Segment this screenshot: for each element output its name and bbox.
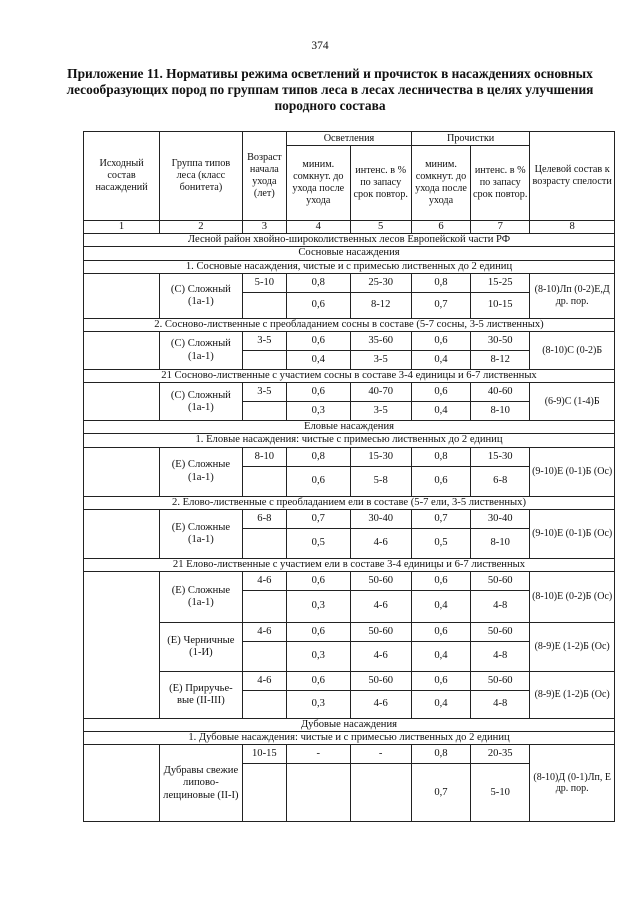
cell-empty [242,292,286,318]
section-oak: Дубовые насаждения [84,719,615,732]
cell-initial-composition [84,745,160,822]
cell-empty [242,351,286,370]
subsection-pine-2: 2. Сосново-лиственные с преобладанием сосны в составе (5-7 сосны, 3-5 лиственных) [84,318,615,331]
cell-forest-group: (Е) Приручье-вые (II-III) [160,672,243,719]
document-title: Приложение 11. Нормативы режима осветлений и прочисток в насаждениях основных лесообразующих пород по группам типов леса в лесах лесничества в целях улучшения породного состава [66,66,594,113]
cell-empty [242,528,286,558]
section-pine: Сосновые насаждения [84,247,615,260]
cell-initial-composition [84,447,160,496]
col-number: 3 [242,221,286,234]
cell-empty [242,402,286,421]
cell-value: 0,8 [287,447,350,466]
cell-empty [242,466,286,496]
cell-value: 50-60 [350,572,411,591]
subsection-oak-1: 1. Дубовые насаждения: чистые и с примесью лиственных до 2 единиц [84,732,615,745]
cell-value: 8-10 [471,528,530,558]
cell-age: 3-5 [242,332,286,351]
cell-value: 50-60 [471,572,530,591]
cell-value: 0,7 [411,764,470,822]
subsection-spruce-3: 21 Елово-лиственные с участием ели в составе 3-4 единицы и 6-7 лиственных [84,558,615,571]
cell-age: 6-8 [242,509,286,528]
header-min-density-osv: миним. сомкнут. до ухода после ухода [287,146,350,221]
cell-value: 0,7 [411,509,470,528]
cell-value: 50-60 [350,623,411,642]
subsection-spruce-1: 1. Еловые насаждения: чистые с примесью лиственных до 2 единиц [84,434,615,447]
cell-value: 4-8 [471,691,530,719]
cell-target: (8-9)Е (1-2)Б (Ос) [530,672,615,719]
cell-value: 50-60 [350,672,411,691]
cell-value: 0,6 [287,383,350,402]
cell-value: - [350,745,411,764]
cell-target: (8-10)С (0-2)Б [530,332,615,370]
col-number: 4 [287,221,350,234]
cell-value: 4-6 [350,691,411,719]
cell-initial-composition [84,273,160,318]
cell-value: 0,5 [287,528,350,558]
cell-target: (9-10)Е (0-1)Б (Ос) [530,509,615,558]
cell-target: (8-10)Лп (0-2)Е,Д др. пор. [530,273,615,318]
cell-target: (8-10)Е (0-2)Б (Ос) [530,572,615,623]
cell-value: 0,6 [411,383,470,402]
cell-value: 15-30 [350,447,411,466]
cell-value: 0,3 [287,402,350,421]
cell-value: 3-5 [350,402,411,421]
cell-value: 50-60 [471,672,530,691]
cell-value: 8-12 [350,292,411,318]
cell-value: 0,6 [411,572,470,591]
cell-value: 5-10 [471,764,530,822]
cell-value: 6-8 [471,466,530,496]
page-number: 374 [311,40,329,52]
cell-value: 0,4 [411,351,470,370]
subsection-spruce-2: 2. Елово-лиственные с преобладанием ели в составе (5-7 ели, 3-5 лиственных) [84,496,615,509]
cell-value: 0,6 [411,623,470,642]
cell-value: 0,8 [411,273,470,292]
cell-value: 0,3 [287,591,350,623]
col-number: 6 [411,221,470,234]
cell-value: 0,3 [287,691,350,719]
header-min-density-proch: миним. сомкнут. до ухода после ухода [411,146,470,221]
cell-value: 40-70 [350,383,411,402]
cell-value: 0,8 [411,447,470,466]
header-initial-composition: Исходный состав насаждений [84,132,160,221]
header-start-age: Возраст начала ухода (лет) [242,132,286,221]
col-number: 7 [471,221,530,234]
normatives-table [83,131,615,822]
cell-value: 0,6 [287,623,350,642]
cell-forest-group: (С) Сложный (1а-1) [160,273,243,318]
cell-value: 30-40 [471,509,530,528]
cell-value: 30-40 [350,509,411,528]
cell-value: 0,7 [287,509,350,528]
cell-empty [287,764,350,822]
cell-value: 8-10 [471,402,530,421]
section-spruce: Еловые насаждения [84,421,615,434]
cell-value: 0,4 [411,642,470,672]
cell-value: 5-8 [350,466,411,496]
cell-value: 0,6 [287,292,350,318]
cell-forest-group: (Е) Сложные (1а-1) [160,509,243,558]
cell-age: 8-10 [242,447,286,466]
cell-age: 3-5 [242,383,286,402]
cell-value: 0,6 [287,672,350,691]
header-osvetleniya: Осветления [287,132,412,146]
cell-initial-composition [84,572,160,719]
cell-value: 0,7 [411,292,470,318]
subsection-pine-3: 21 Сосново-лиственные с участием сосны в составе 3-4 единицы и 6-7 лиственных [84,370,615,383]
cell-value: 3-5 [350,351,411,370]
cell-value: 0,6 [411,466,470,496]
cell-value: 4-6 [350,528,411,558]
cell-age: 4-6 [242,623,286,642]
cell-value: 4-6 [350,642,411,672]
cell-value: 0,8 [287,273,350,292]
cell-age: 5-10 [242,273,286,292]
cell-forest-group: (Е) Сложные (1а-1) [160,447,243,496]
cell-value: 0,4 [411,402,470,421]
cell-value: 4-8 [471,642,530,672]
cell-empty [350,764,411,822]
header-intensity-proch: интенс. в % по запасу срок повтор. [471,146,530,221]
cell-forest-group: (Е) Сложные (1а-1) [160,572,243,623]
cell-value: 0,4 [411,691,470,719]
cell-age: 4-6 [242,572,286,591]
cell-value: 25-30 [350,273,411,292]
cell-empty [242,691,286,719]
subsection-pine-1: 1. Сосновые насаждения, чистые и с примесью лиственных до 2 единиц [84,260,615,273]
cell-target: (6-9)С (1-4)Б [530,383,615,421]
cell-value: 15-25 [471,273,530,292]
cell-value: 4-8 [471,591,530,623]
cell-value: 10-15 [471,292,530,318]
cell-value: 0,6 [411,332,470,351]
cell-value: 50-60 [471,623,530,642]
cell-target: (8-10)Д (0-1)Лп, Е др. пор. [530,745,615,822]
cell-value: 30-50 [471,332,530,351]
cell-value: 0,5 [411,528,470,558]
header-forest-type-group: Группа типов леса (класс бонитета) [160,132,243,221]
cell-value: 0,6 [287,332,350,351]
header-intensity-osv: интенс. в % по запасу срок повтор. [350,146,411,221]
cell-age: 4-6 [242,672,286,691]
cell-forest-group: (С) Сложный (1а-1) [160,332,243,370]
col-number: 2 [160,221,243,234]
cell-value: 4-6 [350,591,411,623]
cell-value: 0,8 [411,745,470,764]
cell-forest-group: (Е) Черничные (1-И) [160,623,243,672]
cell-value: 35-60 [350,332,411,351]
cell-target: (8-9)Е (1-2)Б (Ос) [530,623,615,672]
cell-initial-composition [84,383,160,421]
cell-value: 8-12 [471,351,530,370]
col-number: 1 [84,221,160,234]
cell-value: 15-30 [471,447,530,466]
cell-value: 0,6 [411,672,470,691]
cell-value: 40-60 [471,383,530,402]
cell-forest-group: Дубравы свежие липово-лещиновые (II-I) [160,745,243,822]
cell-value: 20-35 [471,745,530,764]
cell-value: 0,3 [287,642,350,672]
header-prochistki: Прочистки [411,132,529,146]
cell-value: - [287,745,350,764]
cell-value: 0,6 [287,572,350,591]
region-title: Лесной район хвойно-широколиственных лесов Европейской части РФ [84,234,615,247]
cell-initial-composition [84,509,160,558]
cell-value: 0,4 [411,591,470,623]
cell-age: 10-15 [242,745,286,764]
cell-empty [242,642,286,672]
cell-value: 0,6 [287,466,350,496]
cell-target: (9-10)Е (0-1)Б (Ос) [530,447,615,496]
cell-empty [242,591,286,623]
cell-value: 0,4 [287,351,350,370]
cell-empty [242,764,286,822]
col-number: 5 [350,221,411,234]
cell-initial-composition [84,332,160,370]
col-number: 8 [530,221,615,234]
header-target-composition: Целевой состав к возрасту спелости [530,132,615,221]
cell-forest-group: (С) Сложный (1а-1) [160,383,243,421]
